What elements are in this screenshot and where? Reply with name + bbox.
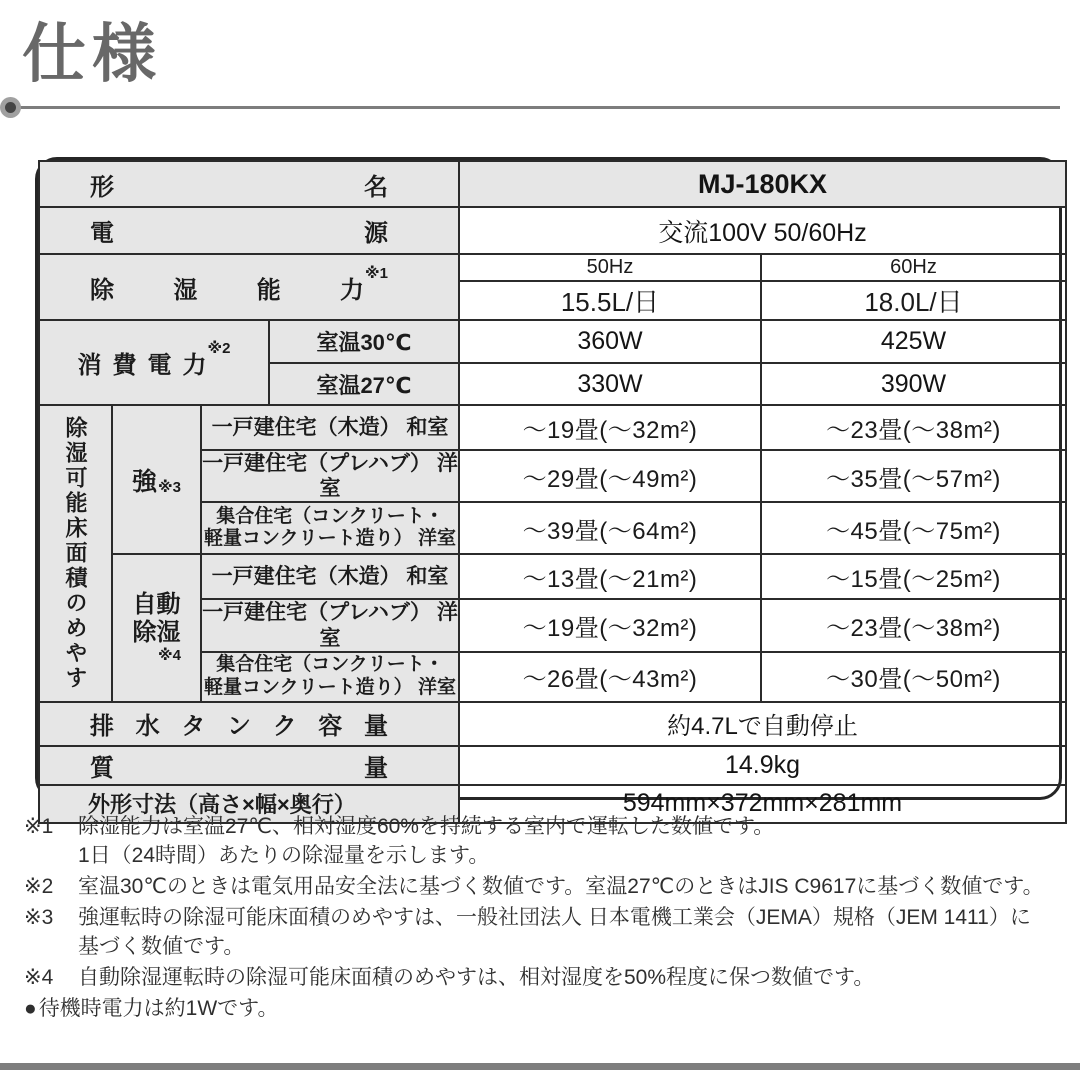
title-rule-divider [9,106,1060,109]
table-row-power-source [39,207,1066,254]
footnote-text: 強運転時の除湿可能床面積のめやすは、一般社団法人 日本電機工業会（JEMA）規格（JEM 1411）に [78,906,1031,929]
floor-value-60hz: 〜30畳(〜50m²) [761,652,1066,702]
footnote-1 [24,812,1074,870]
footnote-text: 自動除湿運転時の除湿可能床面積のめやすは、相対湿度を50%程度に保つ数値です。 [78,966,875,989]
model-label-char: 形 [90,173,114,201]
mode-auto-label-line2: 除湿 [132,619,181,647]
floor-value-60hz: 〜23畳(〜38m²) [761,405,1066,450]
floor-value-50hz: 〜19畳(〜32m²) [459,599,761,651]
table-row-consumption-30c [39,320,1066,363]
capacity-label-char: 能 [256,276,281,304]
page-title: 仕様 [22,18,162,90]
room-temp-27-label: 室温27℃ [269,363,459,405]
power-source-label-cell [39,207,459,254]
note-ref-4: ※4 [158,647,181,665]
tank-label-char: ク [272,713,297,741]
freq-header-50hz: 50Hz [459,254,761,281]
footnote-4 [24,963,1074,992]
spec-table-container [35,157,1062,818]
floor-value-60hz: 〜45畳(〜75m²) [761,502,1066,554]
spec-table [38,160,1067,824]
tank-label-char: 量 [363,713,388,741]
floor-value-60hz: 〜15畳(〜25m²) [761,554,1066,599]
footnotes [24,812,1074,1025]
capacity-label-cell [39,254,459,320]
room-type-label: 一戸建住宅（プレハブ） 洋室 [201,450,459,502]
model-label-char: 名 [364,173,388,201]
footnote-marker: ※2 [24,875,54,898]
tank-label-char: 容 [318,713,343,741]
consumption-30c-50hz: 360W [459,320,761,363]
tank-label-char: ン [226,713,251,741]
capacity-label-char: 湿 [173,276,198,304]
footnote-text: 待機時電力は約1Wです。 [38,997,279,1020]
table-row-floor-strong-1 [39,405,1066,450]
mass-label-char: 量 [364,754,388,782]
floor-value-50hz: 〜39畳(〜64m²) [459,502,761,554]
bullet-icon: ● [24,997,37,1020]
tank-label-char: タ [181,713,206,741]
note-ref-3: ※3 [158,478,181,496]
note-ref-2: ※2 [207,340,231,357]
bullet-dot-icon [0,97,21,118]
mode-strong-cell [112,405,201,554]
room-type-label: 一戸建住宅（木造） 和室 [201,554,459,599]
freq-header-60hz: 60Hz [761,254,1066,281]
table-row-floor-auto-1 [39,554,1066,599]
capacity-label-char-with-note: 力 ※1 [340,264,388,304]
mass-value: 14.9kg [459,746,1066,785]
room-type-label: 集合住宅（コンクリート・ 軽量コンクリート造り） 洋室 [201,652,459,702]
footnote-marker: ※3 [24,906,54,929]
footnote-text: 基づく数値です。 [78,935,245,958]
consumption-label-char-with-note: 力 ※2 [182,340,231,379]
footnote-marker: ※4 [24,966,54,989]
consumption-30c-60hz: 425W [761,320,1066,363]
tank-value: 約4.7Lで自動停止 [459,702,1066,746]
floor-area-vertical-label-cell [39,405,112,702]
floor-value-60hz: 〜23畳(〜38m²) [761,599,1066,651]
table-row-capacity-header [39,254,1066,281]
capacity-value-60hz: 18.0L/日 [761,281,1066,320]
capacity-label-char: 除 [90,276,114,304]
mode-auto-cell [112,554,201,701]
tank-label-cell [39,702,459,746]
dimensions-value: 594mm×372mm×281mm [459,785,1066,823]
footnote-marker: ※1 [24,815,54,838]
room-temp-30-label: 室温30℃ [269,320,459,363]
floor-value-60hz: 〜35畳(〜57m²) [761,450,1066,502]
power-source-value: 交流100V 50/60Hz [459,207,1066,254]
mode-strong-label: 強 [132,467,158,496]
power-source-label-char: 電 [90,220,114,247]
floor-value-50hz: 〜26畳(〜43m²) [459,652,761,702]
table-row-mass [39,746,1066,785]
footnote-3 [24,903,1074,961]
dimensions-label: 外形寸法（高さ×幅×奥行） [39,785,459,823]
floor-value-50hz: 〜29畳(〜49m²) [459,450,761,502]
footnote-text: 室温30℃のときは電気用品安全法に基づく数値です。室温27℃のときはJIS C9617に基づく数値です。 [78,875,1044,898]
footnote-text: 1日（24時間）あたりの除湿量を示します。 [78,844,490,867]
floor-value-50hz: 〜13畳(〜21m²) [459,554,761,599]
table-row-model [39,161,1066,207]
table-row-tank [39,702,1066,746]
consumption-label-cell [39,320,269,405]
footnote-2 [24,872,1074,901]
mode-auto-label-line1: 自動 [132,590,181,618]
model-value: MJ-180KX [459,161,1066,207]
bottom-edge-bar [0,1063,1080,1070]
mass-label-cell [39,746,459,785]
tank-label-char: 排 [90,713,114,741]
model-label-cell [39,161,459,207]
consumption-label-char: 電 [147,352,172,379]
consumption-label-char: 消 [77,352,102,379]
consumption-27c-60hz: 390W [761,363,1066,405]
room-type-label: 一戸建住宅（木造） 和室 [201,405,459,450]
footnote-text: 除湿能力は室温27℃、相対湿度60%を持続する室内で運転した数値です。 [78,815,775,838]
capacity-value-50hz: 15.5L/日 [459,281,761,320]
consumption-27c-50hz: 330W [459,363,761,405]
footnote-bullet [24,994,1074,1023]
mass-label-char: 質 [90,754,114,782]
room-type-label: 集合住宅（コンクリート・ 軽量コンクリート造り） 洋室 [201,502,459,554]
room-type-label: 一戸建住宅（プレハブ） 洋室 [201,599,459,651]
floor-value-50hz: 〜19畳(〜32m²) [459,405,761,450]
floor-area-vertical-label: 除湿可能床面積のめやす [63,415,88,691]
consumption-label-char: 費 [112,352,137,379]
power-source-label-char: 源 [364,220,388,247]
tank-label-char: 水 [135,713,160,741]
note-ref-1: ※1 [365,264,388,282]
